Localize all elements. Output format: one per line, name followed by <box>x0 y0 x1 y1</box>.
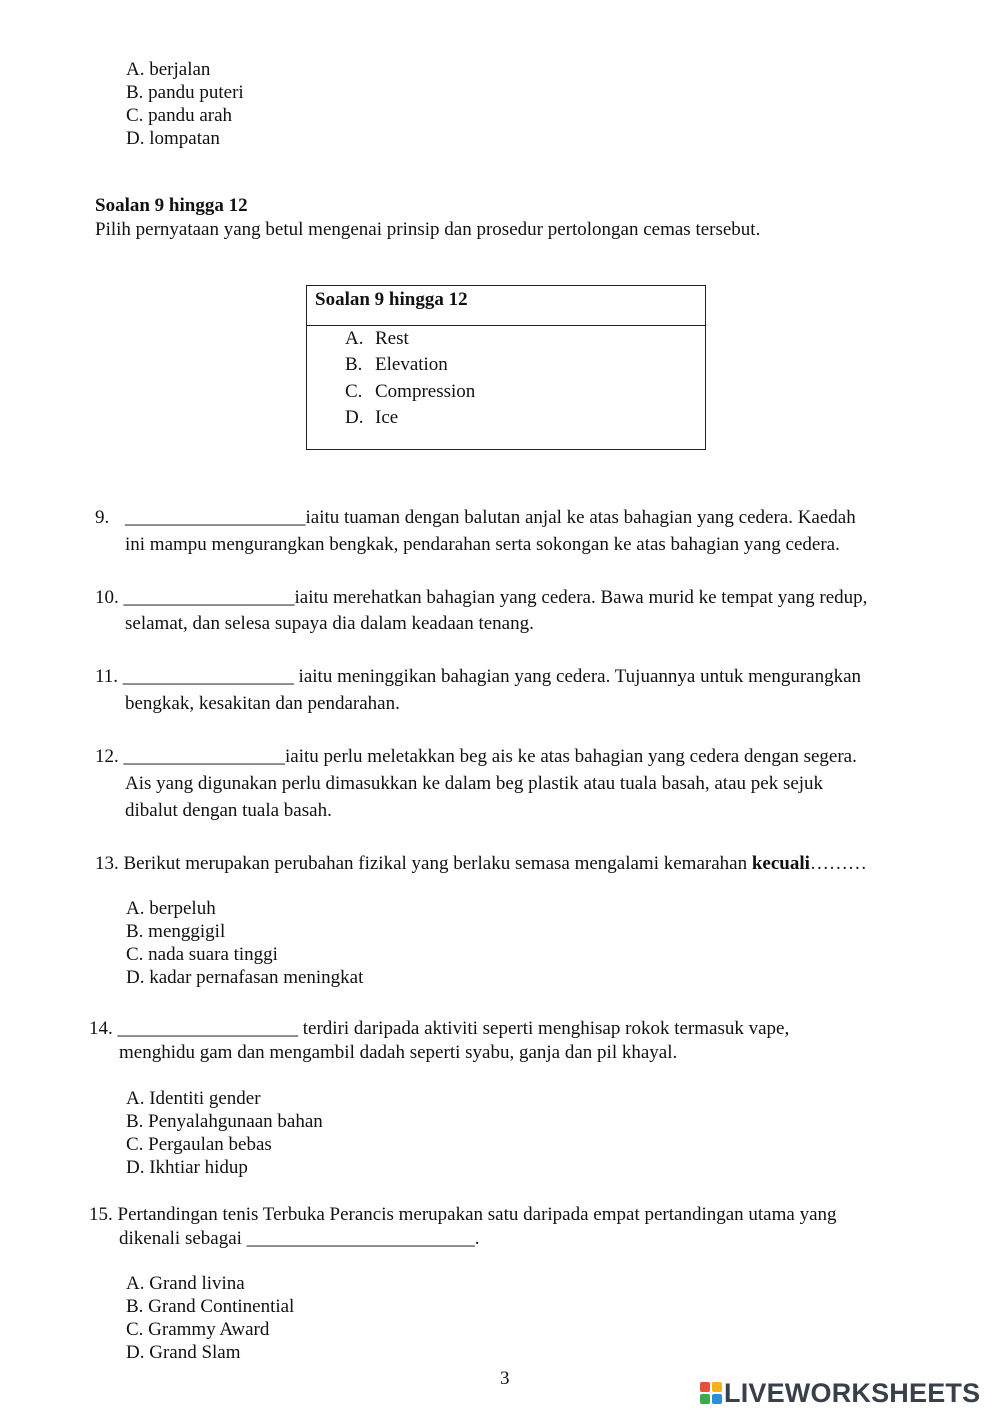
q11-line2: bengkak, kesakitan dan pendarahan. <box>125 693 400 714</box>
q14-text: terdiri daripada aktiviti seperti menghisap rokok termasuk vape, <box>298 1018 790 1039</box>
q14-number: 14. <box>89 1018 113 1039</box>
q13-stem <box>95 853 867 876</box>
q12-line2: Ais yang digunakan perlu dimasukkan ke dalam beg plastik atau tuala basah, atau pek sejuk <box>125 773 824 794</box>
q13-option-c[interactable]: C. nada suara tinggi <box>126 944 278 965</box>
box-option-letter: C. <box>345 381 363 402</box>
q9-text: iaitu tuaman dengan balutan anjal ke atas bahagian yang cedera. Kaedah <box>305 507 856 528</box>
q12-number: 12. <box>95 746 119 767</box>
q15-blank[interactable]: ________________________ <box>246 1228 475 1249</box>
q8-option-d: D. lompatan <box>126 128 220 149</box>
q12-line1 <box>95 746 857 769</box>
q11-text: iaitu meninggikan bahagian yang cedera. Tujuannya untuk mengurangkan <box>293 666 862 687</box>
options-box <box>306 285 706 450</box>
q13-emphasis: kecuali <box>751 853 810 874</box>
q15-option-b[interactable]: B. Grand Continential <box>126 1296 295 1317</box>
box-option-letter: D. <box>345 407 364 428</box>
options-box-title: Soalan 9 hingga 12 <box>315 289 468 310</box>
box-option-letter: B. <box>345 354 363 375</box>
q12-blank[interactable]: _________________ <box>123 746 285 767</box>
q8-option-a: A. berjalan <box>126 59 211 80</box>
q15-option-a[interactable]: A. Grand livina <box>126 1273 245 1294</box>
q10-text: iaitu merehatkan bahagian yang cedera. Bawa murid ke tempat yang redup, <box>294 587 868 608</box>
q14-option-b[interactable]: B. Penyalahgunaan bahan <box>126 1111 323 1132</box>
box-option-text: Elevation <box>375 354 448 375</box>
q14-option-d[interactable]: D. Ikhtiar hidup <box>126 1157 248 1178</box>
q10-blank[interactable]: __________________ <box>123 587 295 608</box>
options-box-header <box>307 286 705 326</box>
q9-line1 <box>125 507 856 530</box>
q14-line2: menghidu gam dan mengambil dadah seperti syabu, ganja dan pil khayal. <box>119 1042 678 1063</box>
q8-option-c: C. pandu arah <box>126 105 233 126</box>
page-number: 3 <box>500 1368 510 1389</box>
q8-option-b: B. pandu puteri <box>126 82 244 103</box>
q12-line3: dibalut dengan tuala basah. <box>125 800 332 821</box>
q15-text: dikenali sebagai <box>119 1228 247 1249</box>
q9-blank[interactable]: ___________________ <box>125 507 306 528</box>
q14-option-c[interactable]: C. Pergaulan bebas <box>126 1134 272 1155</box>
q10-number: 10. <box>95 587 119 608</box>
box-option-text: Compression <box>375 381 476 402</box>
q11-line1 <box>95 666 861 689</box>
box-option-c <box>345 381 475 404</box>
section-title: Soalan 9 hingga 12 <box>95 195 248 216</box>
box-option-d <box>345 407 398 430</box>
q15-period: . <box>474 1228 480 1249</box>
liveworksheets-wordmark: LIVEWORKSHEETS <box>724 1377 981 1408</box>
liveworksheets-logo <box>700 1378 980 1408</box>
q11-number: 11. <box>95 666 119 687</box>
q14-blank[interactable]: ___________________ <box>117 1018 298 1039</box>
q13-ellipsis: ……… <box>809 853 867 874</box>
q12-text: iaitu perlu meletakkan beg ais ke atas bahagian yang cedera dengan segera. <box>285 746 857 767</box>
q13-option-b[interactable]: B. menggigil <box>126 921 226 942</box>
q15-line2 <box>119 1228 479 1251</box>
box-option-text: Ice <box>375 407 399 428</box>
liveworksheets-logo-icon <box>700 1382 722 1404</box>
box-option-letter: A. <box>345 328 364 349</box>
q9-number: 9. <box>95 507 110 528</box>
q14-line1 <box>89 1018 789 1041</box>
q13-option-a[interactable]: A. berpeluh <box>126 898 216 919</box>
section-instruction: Pilih pernyataan yang betul mengenai prinsip dan prosedur pertolongan cemas tersebut. <box>95 219 761 240</box>
box-option-text: Rest <box>375 328 409 349</box>
q14-option-a[interactable]: A. Identiti gender <box>126 1088 261 1109</box>
box-option-b <box>345 354 448 377</box>
q9-line2: ini mampu mengurangkan bengkak, pendarahan serta sokongan ke atas bahagian yang cedera. <box>125 534 840 555</box>
q15-option-d[interactable]: D. Grand Slam <box>126 1342 241 1363</box>
q11-blank[interactable]: __________________ <box>122 666 294 687</box>
q13-text: 13. Berikut merupakan perubahan fizikal yang berlaku semasa mengalami kemarahan <box>95 853 752 874</box>
q15-option-c[interactable]: C. Grammy Award <box>126 1319 270 1340</box>
box-option-a <box>345 328 409 351</box>
q10-line2: selamat, dan selesa supaya dia dalam keadaan tenang. <box>125 613 534 634</box>
q10-line1 <box>95 587 867 610</box>
q13-option-d[interactable]: D. kadar pernafasan meningkat <box>126 967 364 988</box>
q15-line1: 15. Pertandingan tenis Terbuka Perancis merupakan satu daripada empat pertandingan utama yang <box>89 1204 837 1225</box>
